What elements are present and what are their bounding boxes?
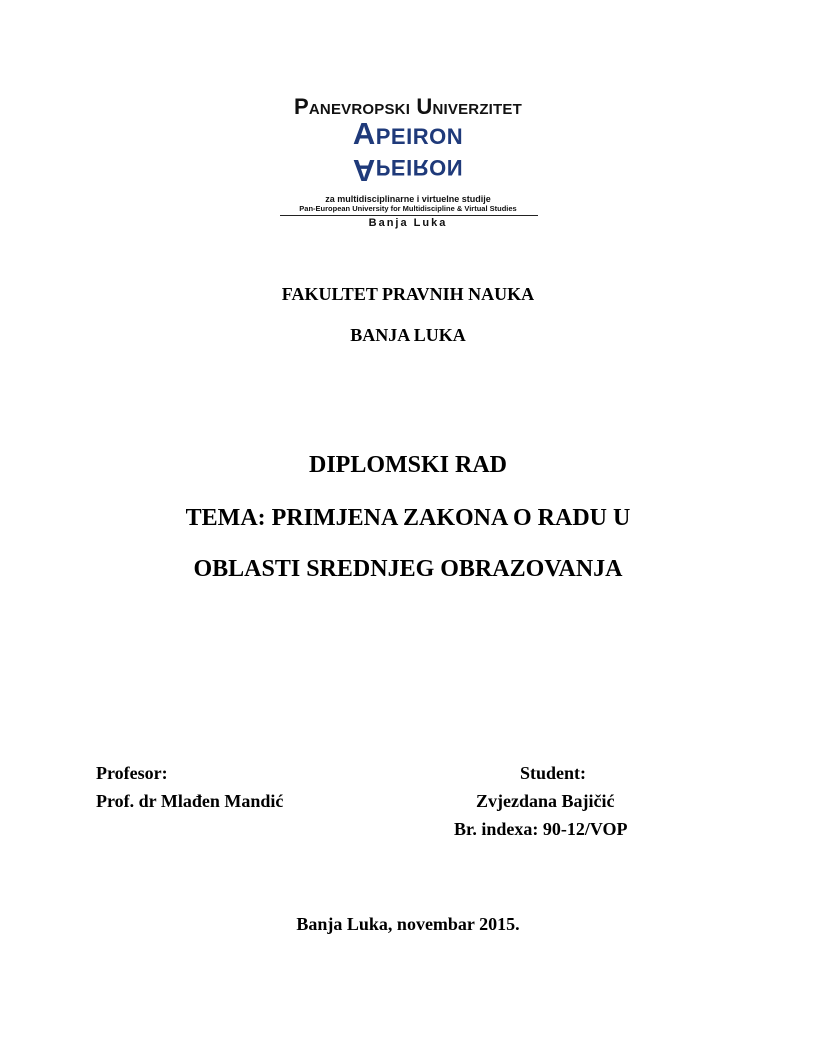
logo-city: Banja Luka: [368, 217, 448, 229]
logo-apeiron-mirrored-wordmark: Apeiron: [352, 153, 464, 188]
logo-subtitle-english: Pan-European University for Multidiscipline & Virtual Studies: [299, 204, 517, 213]
faculty-name: FAKULTET PRAVNIH NAUKA: [281, 284, 535, 304]
place-and-date: Banja Luka, novembar 2015.: [296, 914, 520, 934]
logo-divider: [280, 215, 538, 216]
logo-apeiron-wordmark: Apeiron: [352, 116, 464, 151]
student-label: Student:: [520, 763, 587, 783]
university-logo: [262, 94, 554, 234]
faculty-city: BANJA LUKA: [350, 325, 466, 345]
professor-label: Profesor:: [96, 763, 168, 783]
thesis-type: DIPLOMSKI RAD: [308, 452, 507, 478]
logo-subtitle-local: za multidisciplinarne i virtuelne studije: [325, 194, 491, 204]
logo-university-name: Panevropski Univerzitet: [294, 94, 522, 119]
thesis-topic-line-1: TEMA: PRIMJENA ZAKONA O RADU U: [185, 505, 631, 531]
student-index-number: Br. indexa: 90-12/VOP: [454, 819, 628, 839]
student-name: Zvjezdana Bajičić: [476, 791, 615, 811]
professor-name: Prof. dr Mlađen Mandić: [96, 791, 284, 811]
thesis-topic-line-2: OBLASTI SREDNJEG OBRAZOVANJA: [193, 556, 623, 582]
